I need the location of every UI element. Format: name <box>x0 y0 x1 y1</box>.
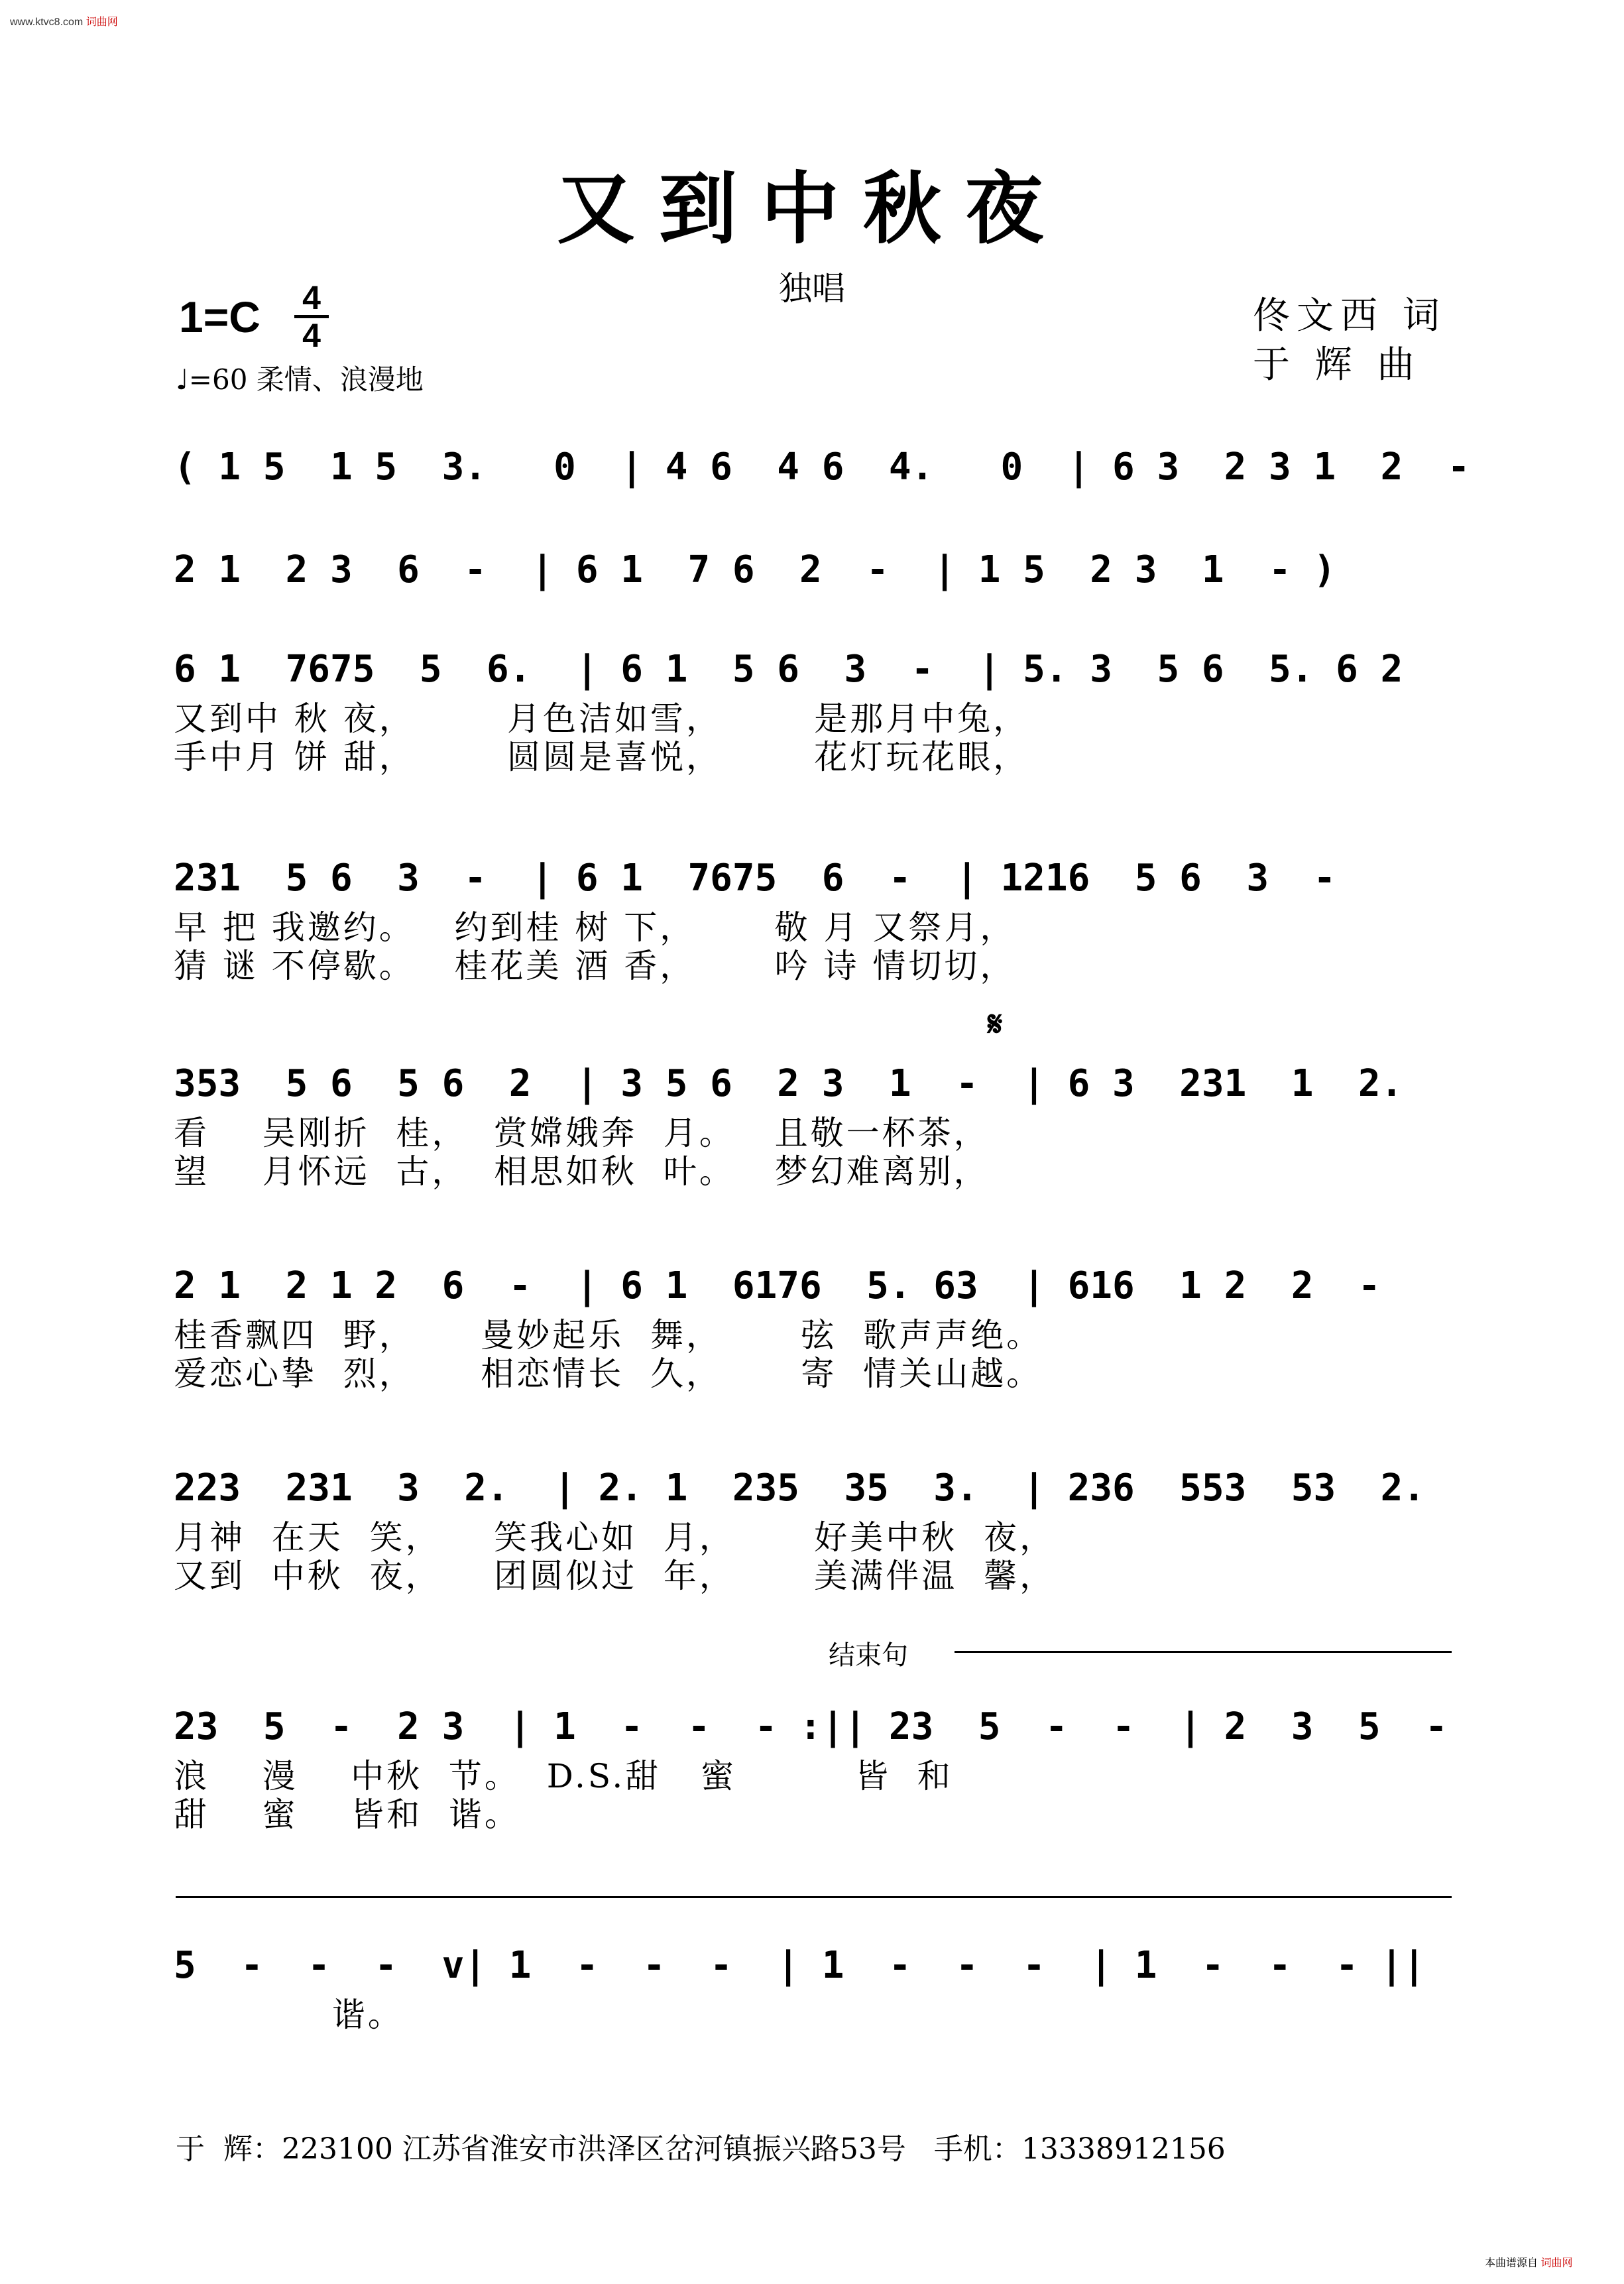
credits <box>1253 292 1446 390</box>
lyric-line-2: 手中月 饼 甜， 圆圆是喜悦， 花灯玩花眼， <box>174 738 1029 776</box>
lyricist: 佟文西 词 <box>1253 294 1446 337</box>
lyric-line-2: 爱恋心挚 烈， 相恋情长 久， 寄 情关山越。 <box>174 1354 1043 1393</box>
lyric-line-1: 谐。 <box>174 1996 404 2034</box>
lyric-line-2: 猜 谜 不停歇。 桂花美 酒 香， 吟 诗 情切切， <box>174 947 1016 985</box>
notes-line: 353 5 6 5 6 2 | 3 5 6 2 3 1 - | 6 3 231 1 2. <box>174 1062 1403 1105</box>
lyric-line-2: 甜 蜜 皆和 谐。 <box>174 1795 520 1834</box>
notes-line: 23 5 - 2 3 | 1 - - - :|| 23 5 - - | 2 3 5 - <box>174 1705 1448 1748</box>
notes-line: ( 1 5 1 5 3. 0 | 4 6 4 6 4. 0 | 6 3 2 3 1 2 - <box>174 446 1470 489</box>
score-system-1 <box>174 438 1470 497</box>
composer: 于 辉 曲 <box>1253 343 1421 387</box>
corner-watermark: 本曲谱源自 词曲网 <box>1485 2257 1573 2269</box>
notes-line: 2 1 2 3 6 - | 6 1 7 6 2 - | 1 5 2 3 1 - ) <box>174 548 1336 591</box>
key-signature: 1=C <box>179 292 261 341</box>
lyric-line-1: 浪 漫 中秋 节。 D.S.甜 蜜 皆 和 <box>174 1757 953 1795</box>
notes-line: 223 231 3 2. | 2. 1 235 35 3. | 236 553 53 2. <box>174 1467 1426 1510</box>
notes-line: 5 - - - v| 1 - - - | 1 - - - | 1 - - - || <box>174 1944 1426 1987</box>
score-system-6 <box>174 1256 1456 1393</box>
lyric-line-1: 看 吴刚折 桂， 赏嫦娥奔 月。 且敬一杯茶， <box>174 1114 990 1152</box>
segno-sign: 𝄋 <box>988 1004 1003 1044</box>
score-system-5 <box>174 1054 1456 1191</box>
composer-contact: 于 辉：223100 江苏省淮安市洪泽区岔河镇振兴路53号 手机：13338912156 <box>176 2132 1226 2166</box>
song-subtitle: 独唱 <box>779 269 845 308</box>
tempo-marking: ♩=60 柔情、浪漫地 <box>176 363 424 396</box>
lyric-line-1: 桂香飘四 野， 曼妙起乐 舞， 弦 歌声声绝。 <box>174 1316 1043 1354</box>
lyric-line-2: 望 月怀远 古， 相思如秋 叶。 梦幻难离别， <box>174 1152 990 1191</box>
lyric-line-1: 早 把 我邀约。 约到桂 树 下， 敬 月 又祭月， <box>174 908 1016 947</box>
score-system-7 <box>174 1459 1456 1595</box>
ending-bracket-line <box>955 1651 1452 1653</box>
ending-label: 结束句 <box>829 1640 908 1671</box>
score-system-3 <box>174 640 1456 776</box>
notes-line: 6 1 7675 5 6. | 6 1 5 6 3 - | 5. 3 5 6 5. 6 2 <box>174 648 1403 691</box>
lyric-line-2: 又到 中秋 夜， 团圆似过 年， 美满伴温 馨， <box>174 1557 1056 1595</box>
ending-separator <box>176 1896 1452 1898</box>
lyric-line-1: 月神 在天 笑， 笑我心如 月， 好美中秋 夜， <box>174 1518 1056 1557</box>
song-title: 又到中秋夜 <box>556 162 1067 255</box>
score-system-4 <box>174 849 1456 985</box>
time-signature: 4 4 <box>292 282 331 351</box>
lyric-line-1: 又到中 秋 夜， 月色洁如雪， 是那月中兔， <box>174 699 1029 738</box>
score-system-9 <box>174 1936 1456 2034</box>
site-watermark: www.ktvc8.com 词曲网 <box>10 17 118 28</box>
notes-line: 231 5 6 3 - | 6 1 7675 6 - | 1216 5 6 3 - <box>174 857 1336 900</box>
score-system-8 <box>174 1697 1456 1834</box>
notes-line: 2 1 2 1 2 6 - | 6 1 6176 5. 63 | 616 1 2 2 - <box>174 1264 1381 1307</box>
score-system-2 <box>174 540 1456 600</box>
